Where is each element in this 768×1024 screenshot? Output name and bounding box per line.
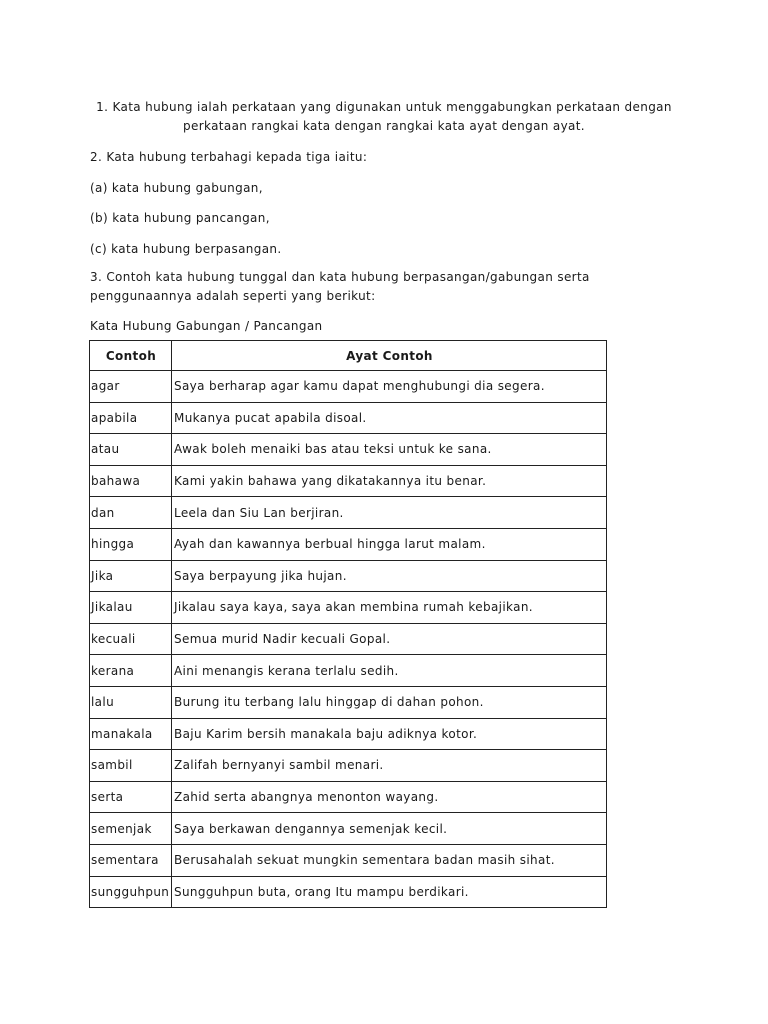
table-row <box>90 750 607 782</box>
table-row <box>90 718 607 750</box>
conjunction-word: atau <box>90 434 172 466</box>
conjunction-word: sungguhpun <box>90 876 172 908</box>
table-row <box>90 465 607 497</box>
item-a: (a) kata hubung gabungan, <box>90 181 263 195</box>
table-row <box>90 434 607 466</box>
item-b: (b) kata hubung pancangan, <box>90 211 270 225</box>
conjunction-word: semenjak <box>90 813 172 845</box>
table-row <box>90 655 607 687</box>
example-sentence: Saya berkawan dengannya semenjak kecil. <box>172 813 607 845</box>
example-sentence: Mukanya pucat apabila disoal. <box>172 402 607 434</box>
conjunction-word: kecuali <box>90 623 172 655</box>
table-row <box>90 402 607 434</box>
point-2: 2. Kata hubung terbahagi kepada tiga iaitu: <box>90 150 368 164</box>
example-sentence: Ayah dan kawannya berbual hingga larut malam. <box>172 528 607 560</box>
example-sentence: Sungguhpun buta, orang Itu mampu berdikari. <box>172 876 607 908</box>
example-sentence: Saya berpayung jika hujan. <box>172 560 607 592</box>
table-row <box>90 560 607 592</box>
example-sentence: Zalifah bernyanyi sambil menari. <box>172 750 607 782</box>
conjunction-word: sementara <box>90 844 172 876</box>
table-body <box>90 371 607 908</box>
conjunction-word: apabila <box>90 402 172 434</box>
table-row <box>90 876 607 908</box>
point-1-line-2: perkataan rangkai kata dengan rangkai kata ayat dengan ayat. <box>183 119 585 133</box>
conjunction-word: hingga <box>90 528 172 560</box>
item-c: (c) kata hubung berpasangan. <box>90 242 282 256</box>
conjunction-word: kerana <box>90 655 172 687</box>
conjunction-word: serta <box>90 781 172 813</box>
point-3-line-1: 3. Contoh kata hubung tunggal dan kata hubung berpasangan/gabungan serta <box>90 270 590 284</box>
header-contoh: Contoh <box>90 341 172 371</box>
conjunction-table <box>89 340 607 908</box>
header-ayat-contoh: Ayat Contoh <box>172 341 607 371</box>
conjunction-word: sambil <box>90 750 172 782</box>
conjunction-word: lalu <box>90 686 172 718</box>
example-sentence: Berusahalah sekuat mungkin sementara badan masih sihat. <box>172 844 607 876</box>
table-row <box>90 623 607 655</box>
table-header-row <box>90 341 607 371</box>
table-row <box>90 813 607 845</box>
conjunction-word: Jika <box>90 560 172 592</box>
point-3-line-2: penggunaannya adalah seperti yang berikut: <box>90 289 376 303</box>
table-row <box>90 497 607 529</box>
table-caption: Kata Hubung Gabungan / Pancangan <box>90 319 323 333</box>
conjunction-word: agar <box>90 371 172 403</box>
conjunction-word: Jikalau <box>90 592 172 624</box>
point-1-line-1: 1. Kata hubung ialah perkataan yang digunakan untuk menggabungkan perkataan dengan <box>96 100 672 114</box>
table-row <box>90 781 607 813</box>
conjunction-word: dan <box>90 497 172 529</box>
example-sentence: Awak boleh menaiki bas atau teksi untuk ke sana. <box>172 434 607 466</box>
conjunction-word: manakala <box>90 718 172 750</box>
example-sentence: Zahid serta abangnya menonton wayang. <box>172 781 607 813</box>
table-row <box>90 844 607 876</box>
conjunction-word: bahawa <box>90 465 172 497</box>
example-sentence: Burung itu terbang lalu hinggap di dahan pohon. <box>172 686 607 718</box>
table-row <box>90 686 607 718</box>
example-sentence: Kami yakin bahawa yang dikatakannya itu benar. <box>172 465 607 497</box>
example-sentence: Semua murid Nadir kecuali Gopal. <box>172 623 607 655</box>
example-sentence: Aini menangis kerana terlalu sedih. <box>172 655 607 687</box>
example-sentence: Baju Karim bersih manakala baju adiknya kotor. <box>172 718 607 750</box>
table-row <box>90 592 607 624</box>
example-sentence: Jikalau saya kaya, saya akan membina rumah kebajikan. <box>172 592 607 624</box>
point-1 <box>0 98 768 136</box>
example-sentence: Saya berharap agar kamu dapat menghubungi dia segera. <box>172 371 607 403</box>
point-3 <box>90 268 590 306</box>
table-row <box>90 371 607 403</box>
example-sentence: Leela dan Siu Lan berjiran. <box>172 497 607 529</box>
table-row <box>90 528 607 560</box>
